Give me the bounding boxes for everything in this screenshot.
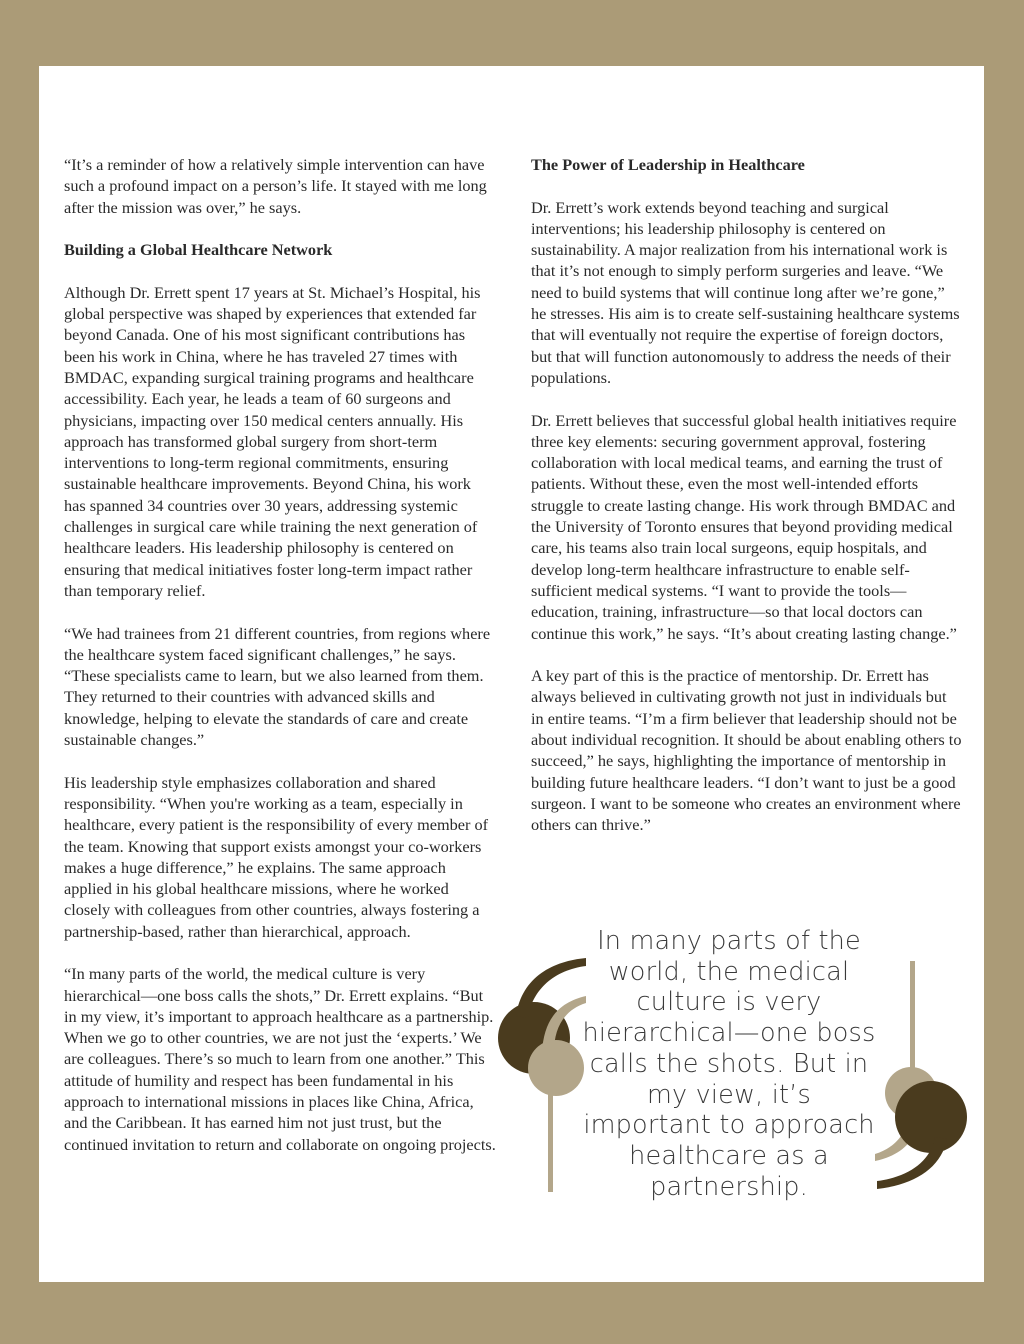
right-column bbox=[531, 154, 963, 857]
left-column bbox=[64, 154, 496, 1176]
right-paragraph-3: A key part of this is the practice of mentorship. Dr. Errett has always believed in cultivating growth not just in individuals but in entire teams. “I’m a firm believer that leadership should not be about individual recognition. It should be about enabling others to succeed,” he says, highlighting the importance of mentorship in building future healthcare leaders. “I don’t want to just be a good surgeon. I want to be someone who creates an environment where others can thrive.” bbox=[531, 666, 962, 835]
section-heading-global-network: Building a Global Healthcare Network bbox=[64, 240, 333, 260]
left-paragraph-4: His leadership style emphasizes collaboration and shared responsibility. “When you're working as a team, especially in healthcare, every patient is the responsibility of every member of the team. Knowing that support exists amongst your co-workers makes a huge difference,” he explains. The same approach applied in his global healthcare missions, where he worked closely with colleagues from other countries, always fostering a partnership-based, rather than hierarchical, approach. bbox=[64, 772, 489, 941]
left-paragraph-5: “In many parts of the world, the medical culture is very hierarchical—one boss calls the shots,” Dr. Errett explains. “But in my view, it’s important to approach healthcare as a partnership. When we go to other countries, we are not just the ‘experts.’ We are colleagues. There’s so much to learn from one another.” This attitude of humility and respect has been fundamental in his approach to international missions in places like China, Africa, and the Caribbean. It has earned him not just trust, but the continued invitation to return and collaborate on ongoing projects. bbox=[64, 964, 496, 1154]
right-paragraph-2: Dr. Errett believes that successful global health initiatives require three key elements: securing government approval, fostering collaboration with local medical teams, and earning the trust of patients. Without these, even the most well-intended efforts struggle to create lasting change. His work through BMDAC and the University of Toronto ensures that beyond providing medical care, his teams also train local surgeons, equip hospitals, and develop long-term healthcare infrastructure to enable self-sufficient medical systems. “I want to provide the tools—education, training, infrastructure—so that local doctors can continue this work,” he says. “It’s about creating lasting change.” bbox=[531, 410, 957, 643]
pull-quote: In many parts of the world, the medical culture is very hierarchical—one boss calls the shots. But in my view, it’s important to approach healthcare as a partnership. bbox=[582, 926, 876, 1202]
left-paragraph-2: Although Dr. Errett spent 17 years at St. Michael’s Hospital, his global perspective was shaped by experiences that extended far beyond Canada. One of his most significant contributions has been his work in China, where he has traveled 27 times with BMDAC, expanding surgical training programs and healthcare accessibility. Each year, he leads a team of 60 surgeons and physicians, impacting over 150 medical centers annually. His approach has transformed global surgery from short-term interventions to long-term regional commitments, ensuring sustainable healthcare improvements. Beyond China, his work has spanned 34 countries over 30 years, addressing systemic challenges in surgical care while training the next generation of healthcare leaders. His leadership philosophy is centered on ensuring that medical initiatives foster long-term impact rather than temporary relief. bbox=[64, 282, 481, 600]
right-paragraph-1: Dr. Errett’s work extends beyond teaching and surgical interventions; his leadership philosophy is centered on sustainability. A major realization from his international work is that it’s not enough to simply perform surgeries and leave. “We need to build systems that will continue long after we’re gone,” he stresses. His aim is to create self-sustaining healthcare systems that will eventually not require the expertise of foreign doctors, but that will function autonomously to address the needs of their populations. bbox=[531, 197, 960, 387]
section-heading-leadership: The Power of Leadership in Healthcare bbox=[531, 155, 805, 174]
close-quote-icon bbox=[869, 959, 969, 1199]
article-page bbox=[39, 66, 984, 1282]
left-paragraph-3: “We had trainees from 21 different countries, from regions where the healthcare system faced significant challenges,” he says. “These specialists came to learn, but we also learned from them. They returned to their countries with advanced skills and knowledge, helping to elevate the standards of care and create sustainable changes.” bbox=[64, 623, 491, 750]
left-paragraph-1: “It’s a reminder of how a relatively simple intervention can have such a profound impact on a person’s life. It stayed with me long after the mission was over,” he says. bbox=[64, 155, 487, 217]
